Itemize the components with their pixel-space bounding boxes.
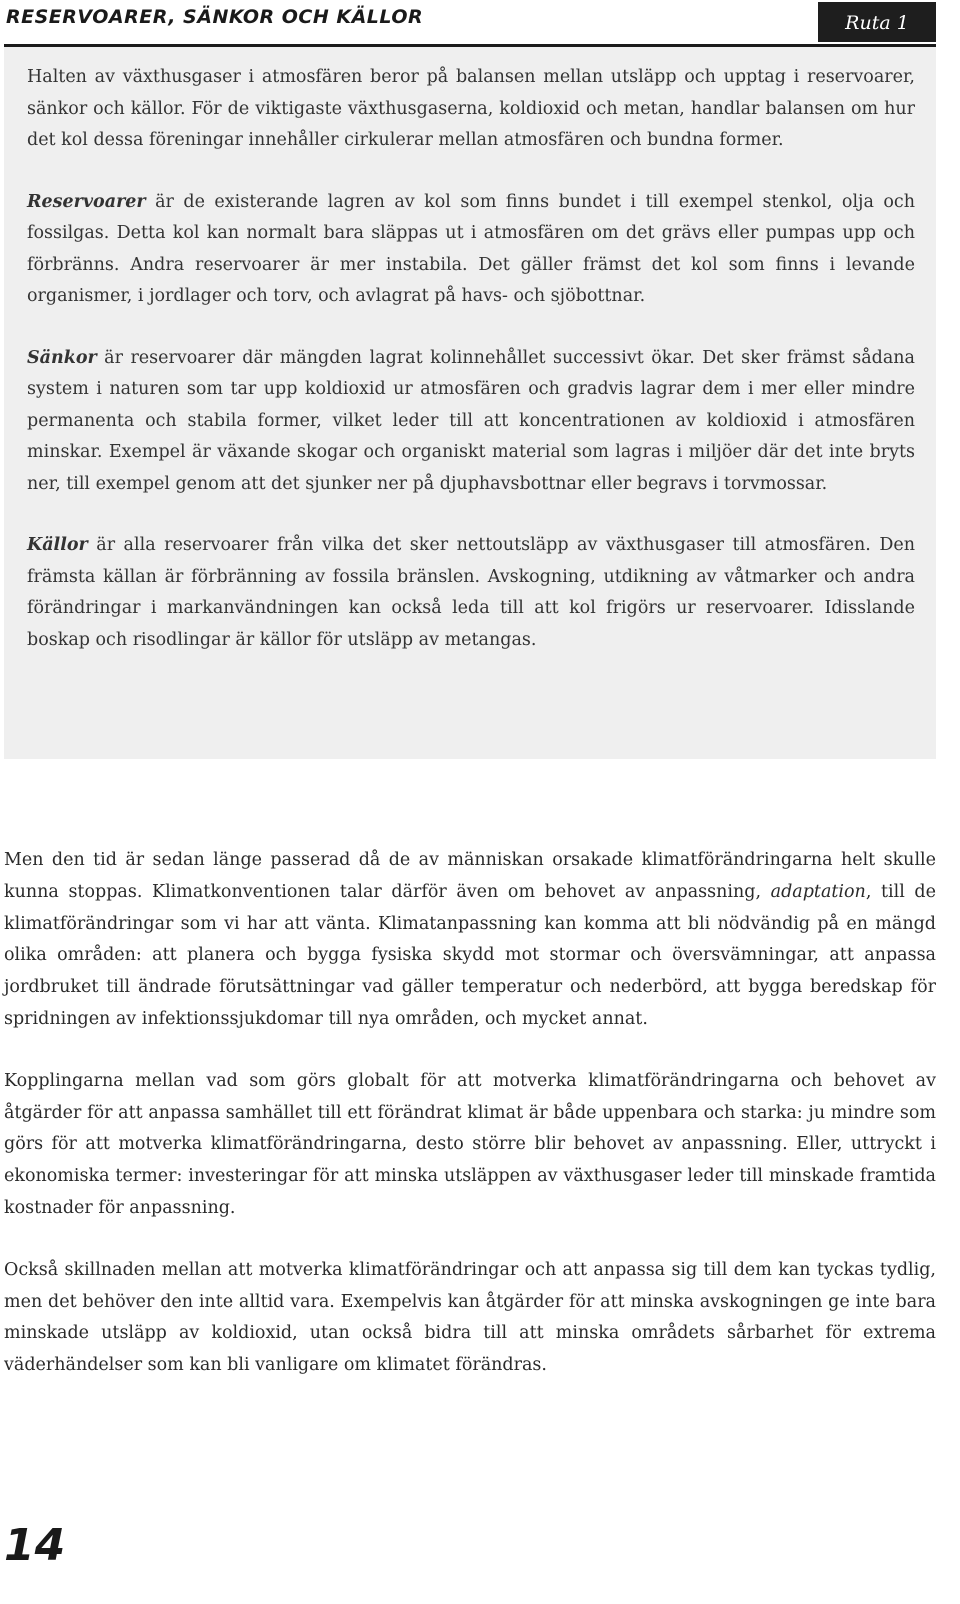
reservoarer-term: Reservoarer xyxy=(27,191,146,212)
adaptation-term: adaptation xyxy=(770,881,866,902)
reservoarer-text: är de existerande lagren av kol som finns bundet i till exempel stenkol, olja och fossilgas. Detta kol kan normalt bara släppas ut i atmosfären om det grävs eller pumpas upp och förbränns. Andra reservoarer är mer instabila. Det gäller främst det kol som finns i levande organismer, i jordlager och torv, och avlagrat på havs- och sjöbottnar. xyxy=(27,191,915,306)
box-title: RESERVOARER, SÄNKOR OCH KÄLLOR xyxy=(6,6,424,28)
info-box xyxy=(4,47,936,759)
reservoarer-paragraph xyxy=(27,187,915,313)
sankor-paragraph xyxy=(27,343,915,501)
box-header xyxy=(4,0,936,47)
main-paragraph-2: Kopplingarna mellan vad som görs globalt för att motverka klimatförändringarna och behovet av åtgärder för att anpassa samhället till ett förändrat klimat är både uppenbara och starka: ju mindre som görs för att motverka klimatförändringarna, desto större blir behovet av anpassning. Eller, uttryckt i ekonomiska termer: investeringar för att minska utsläppen av växthusgaser leder till minskade framtida kostnader för anpassning. xyxy=(4,1070,936,1218)
main-text xyxy=(4,845,936,1412)
box-intro-paragraph: Halten av växthusgaser i atmosfären beror på balansen mellan utsläpp och upptag i reservoarer, sänkor och källor. För de viktigaste växthusgaserna, koldioxid och metan, handlar balansen om hur det kol dessa föreningar innehåller cirkulerar mellan atmosfären och bundna former. xyxy=(27,67,915,150)
kallor-paragraph xyxy=(27,530,915,656)
kallor-term: Källor xyxy=(27,535,88,555)
info-box-content xyxy=(27,62,915,686)
main-paragraph-3: Också skillnaden mellan att motverka klimatförändringar och att anpassa sig till dem kan tyckas tydlig, men det behöver den inte alltid vara. Exempelvis kan åtgärder för att minska avskogningen ge inte bara minskade utsläpp av koldioxid, utan också bidra till att minska områdets sårbarhet för extrema väderhändelser som kan bli vanligare om klimatet förändras. xyxy=(4,1259,936,1376)
main-p1-before: Men den tid är sedan länge passerad då de av människan orsakade klimatförändringarna helt skulle kunna stoppas. Klimatkonventionen talar därför även om behovet av anpassning, xyxy=(4,850,936,902)
main-p1-after: , till de klimatförändringar som vi har att vänta. Klimatanpassning kan komma att bli nödvändig på en mängd olika områden: att planera och bygga fysiska skydd mot stormar och översvämningar, att anpassa jordbruket till ändrade förutsättningar vad gäller temperatur och nederbörd, att bygga beredskap för spridningen av infektionssjukdomar till nya områden, och mycket annat. xyxy=(4,881,936,1029)
box-tag: Ruta 1 xyxy=(818,2,936,42)
main-paragraph-1 xyxy=(4,845,936,1036)
sankor-term: Sänkor xyxy=(27,347,97,368)
kallor-text: är alla reservoarer från vilka det sker nettoutsläpp av växthusgaser till atmosfären. Den främsta källan är förbränning av fossila bränslen. Avskogning, utdikning av våtmarker och andra förändringar i markanvändningen kan också leda till att kol frigörs ur reservoarer. Idisslande boskap och risodlingar är källor för utsläpp av metangas. xyxy=(27,535,915,650)
page-number: 14 xyxy=(4,1520,66,1571)
sankor-text: är reservoarer där mängden lagrat kolinnehållet successivt ökar. Det sker främst sådana system i naturen som tar upp koldioxid ur atmosfären och gradvis lagrar dem i mer eller mindre permanenta och stabila former, vilket leder till att koncentrationen av koldioxid i atmosfären minskar. Exempel är växande skogar och organiskt material som lagras i miljöer där det inte bryts ner, till exempel genom att det sjunker ner på djuphavsbottnar eller begravs i torvmossar. xyxy=(27,347,915,494)
